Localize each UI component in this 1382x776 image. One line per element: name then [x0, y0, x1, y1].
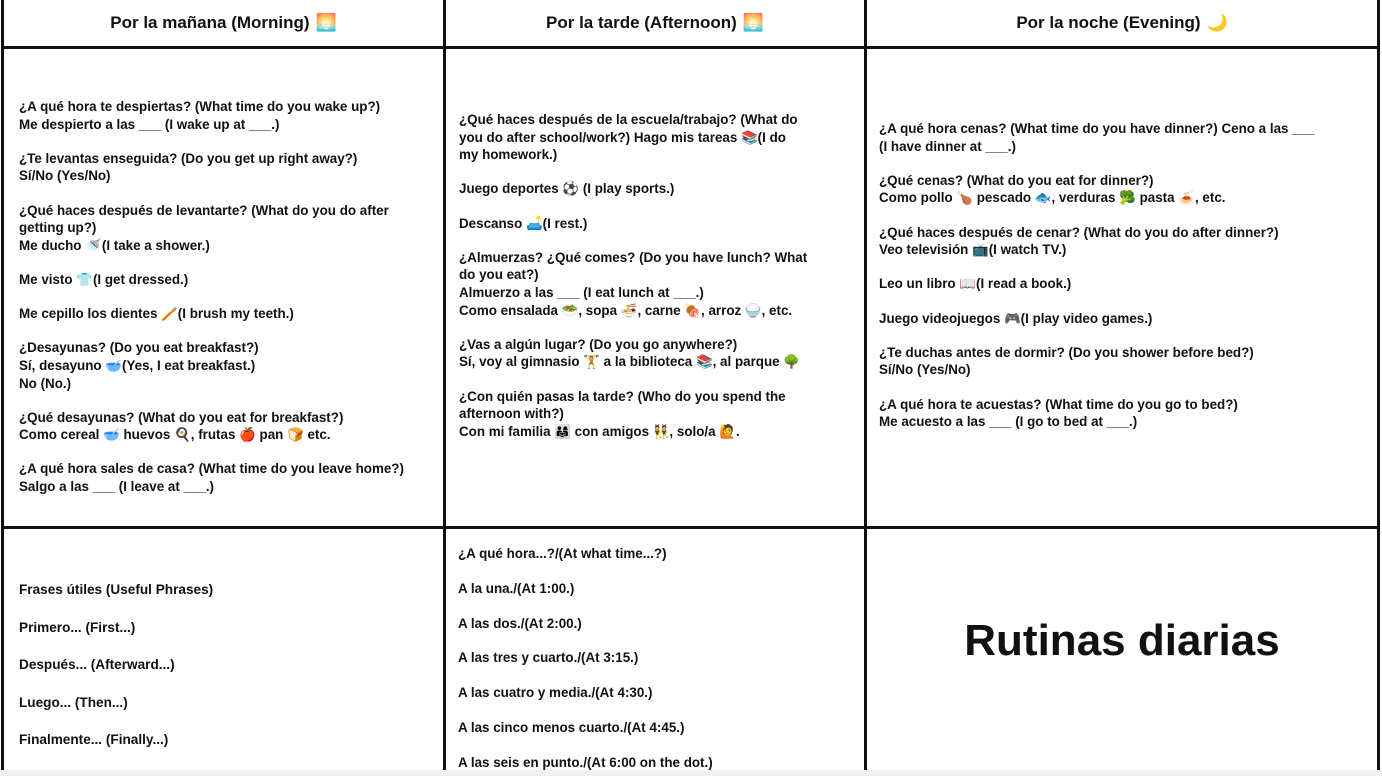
morning-line: Me despierto a las ___ (I wake up at ___.)	[19, 116, 280, 132]
morning-line: Me ducho 🚿(I take a shower.)	[19, 237, 210, 253]
evening-line: ¿A qué hora te acuestas? (What time do you go to bed?)	[879, 396, 1238, 412]
evening-line: ¿Te duchas antes de dormir? (Do you shower before bed?)	[879, 344, 1254, 360]
morning-line: Me visto 👕(I get dressed.)	[19, 271, 189, 287]
afternoon-block	[459, 215, 850, 233]
afternoon-block	[459, 180, 850, 198]
morning-line: Salgo a las ___ (I leave at ___.)	[19, 479, 215, 495]
morning-line: ¿A qué hora te despiertas? (What time do you wake up?)	[19, 99, 381, 114]
morning-line: No (No.)	[19, 375, 72, 391]
evening-line: Sí/No (Yes/No)	[879, 362, 971, 378]
evening-line: (I have dinner at ___.)	[879, 138, 1016, 154]
header-evening-label: Por la noche (Evening)	[1016, 13, 1201, 32]
afternoon-line: ¿Almuerzas? ¿Qué comes? (Do you have lunch? What	[459, 249, 808, 265]
morning-line: ¿A qué hora sales de casa? (What time do you leave home?)	[19, 461, 404, 477]
afternoon-line: you do after school/work?) Hago mis tareas 📚(I do	[459, 129, 786, 145]
afternoon-cell	[446, 49, 864, 526]
time-phrase: A las cuatro y media./(At 4:30.)	[458, 685, 653, 701]
header-morning	[4, 0, 443, 46]
evening-line: Me acuesto a las ___ (I go to bed at ___.)	[879, 414, 1138, 430]
evening-line: ¿Qué haces después de cenar? (What do you do after dinner?)	[879, 224, 1279, 240]
morning-line: ¿Qué desayunas? (What do you eat for breakfast?)	[19, 409, 344, 425]
header-evening	[867, 0, 1377, 46]
morning-block	[19, 409, 429, 444]
morning-block	[19, 202, 429, 255]
time-phrase: A las dos./(At 2:00.)	[458, 615, 582, 631]
useful-phrase: Después... (Afterward...)	[19, 657, 175, 672]
evening-line: ¿A qué hora cenas? (What time do you have dinner?) Ceno a las ___	[879, 121, 1315, 136]
evening-line: Como pollo 🍗 pescado 🐟, verduras 🥦 pasta 🍝, etc.	[879, 190, 1226, 206]
afternoon-line: Almuerzo a las ___ (I eat lunch at ___.)	[459, 284, 704, 300]
morning-block	[19, 271, 429, 289]
morning-line: Como cereal 🥣 huevos 🍳, frutas 🍎 pan 🍞 etc.	[19, 427, 331, 443]
useful-phrases-cell	[4, 529, 443, 770]
morning-block	[19, 339, 429, 392]
evening-line: Juego videojuegos 🎮(I play video games.)	[879, 310, 1153, 326]
afternoon-line: Como ensalada 🥗, sopa 🍜, carne 🍖, arroz 🍚, etc.	[459, 302, 793, 318]
morning-cell	[4, 49, 443, 526]
time-phrase: ¿A qué hora...?/(At what time...?)	[458, 546, 667, 561]
time-phrase: A las cinco menos cuarto./(At 4:45.)	[458, 719, 685, 735]
afternoon-line: do you eat?)	[459, 267, 539, 283]
morning-line: ¿Te levantas enseguida? (Do you get up right away?)	[19, 150, 358, 166]
afternoon-block	[459, 249, 850, 319]
morning-line: Sí, desayuno 🥣(Yes, I eat breakfast.)	[19, 357, 256, 373]
evening-block	[879, 224, 1363, 259]
header-afternoon-label: Por la tarde (Afternoon)	[546, 13, 737, 32]
afternoon-line: ¿Qué haces después de la escuela/trabajo? (What do	[459, 112, 798, 127]
morning-line: ¿Desayunas? (Do you eat breakfast?)	[19, 340, 259, 356]
moon-icon: 🌙	[1206, 13, 1228, 33]
time-phrase: A las seis en punto./(At 6:00 on the dot.)	[458, 754, 713, 770]
morning-block	[19, 460, 429, 495]
evening-block	[879, 310, 1363, 328]
time-phrases-cell	[446, 529, 864, 770]
useful-phrase: Frases útiles (Useful Phrases)	[19, 582, 214, 597]
afternoon-line: ¿Vas a algún lugar? (Do you go anywhere?)	[459, 336, 738, 352]
sunrise-icon: 🌅	[742, 13, 764, 33]
morning-line: Sí/No (Yes/No)	[19, 168, 111, 184]
morning-block	[19, 98, 429, 133]
useful-phrase: Finalmente... (Finally...)	[19, 732, 169, 747]
afternoon-line: Sí, voy al gimnasio 🏋️ a la biblioteca 📚, al parque 🌳	[459, 354, 800, 370]
morning-block	[19, 150, 429, 185]
evening-line: Leo un libro 📖(I read a book.)	[879, 276, 1072, 292]
time-phrase: A las tres y cuarto./(At 3:15.)	[458, 650, 639, 666]
afternoon-line: Juego deportes ⚽ (I play sports.)	[459, 181, 675, 197]
morning-line: Me cepillo los dientes 🪥(I brush my teeth.)	[19, 306, 294, 322]
morning-line: getting up?)	[19, 220, 97, 236]
afternoon-block	[459, 111, 850, 164]
morning-block	[19, 305, 429, 323]
evening-block	[879, 275, 1363, 293]
afternoon-line: my homework.)	[459, 147, 558, 163]
time-phrase: A la una./(At 1:00.)	[458, 580, 575, 596]
evening-line: ¿Qué cenas? (What do you eat for dinner?)	[879, 172, 1154, 188]
evening-block	[879, 172, 1363, 207]
header-afternoon	[446, 0, 864, 46]
afternoon-block	[459, 336, 850, 371]
afternoon-line: Descanso 🛋️(I rest.)	[459, 215, 588, 231]
afternoon-block	[459, 388, 850, 441]
sheet-title-cell	[867, 529, 1377, 753]
evening-line: Veo televisión 📺(I watch TV.)	[879, 242, 1067, 258]
afternoon-line: ¿Con quién pasas la tarde? (Who do you spend the	[459, 388, 786, 404]
morning-line: ¿Qué haces después de levantarte? (What do you do after	[19, 202, 389, 218]
sheet-title: Rutinas diarias	[964, 616, 1280, 665]
afternoon-line: Con mi familia 👨‍👩‍👧 con amigos 👯, solo/a 🙋.	[459, 423, 740, 439]
evening-block	[879, 120, 1363, 155]
border-right	[1377, 0, 1380, 770]
evening-cell	[867, 49, 1377, 526]
sunrise-icon: 🌅	[315, 13, 337, 33]
header-morning-label: Por la mañana (Morning)	[110, 13, 310, 32]
useful-phrase: Primero... (First...)	[19, 619, 136, 635]
evening-block	[879, 344, 1363, 379]
useful-phrase: Luego... (Then...)	[19, 694, 128, 710]
evening-block	[879, 396, 1363, 431]
afternoon-line: afternoon with?)	[459, 406, 564, 422]
